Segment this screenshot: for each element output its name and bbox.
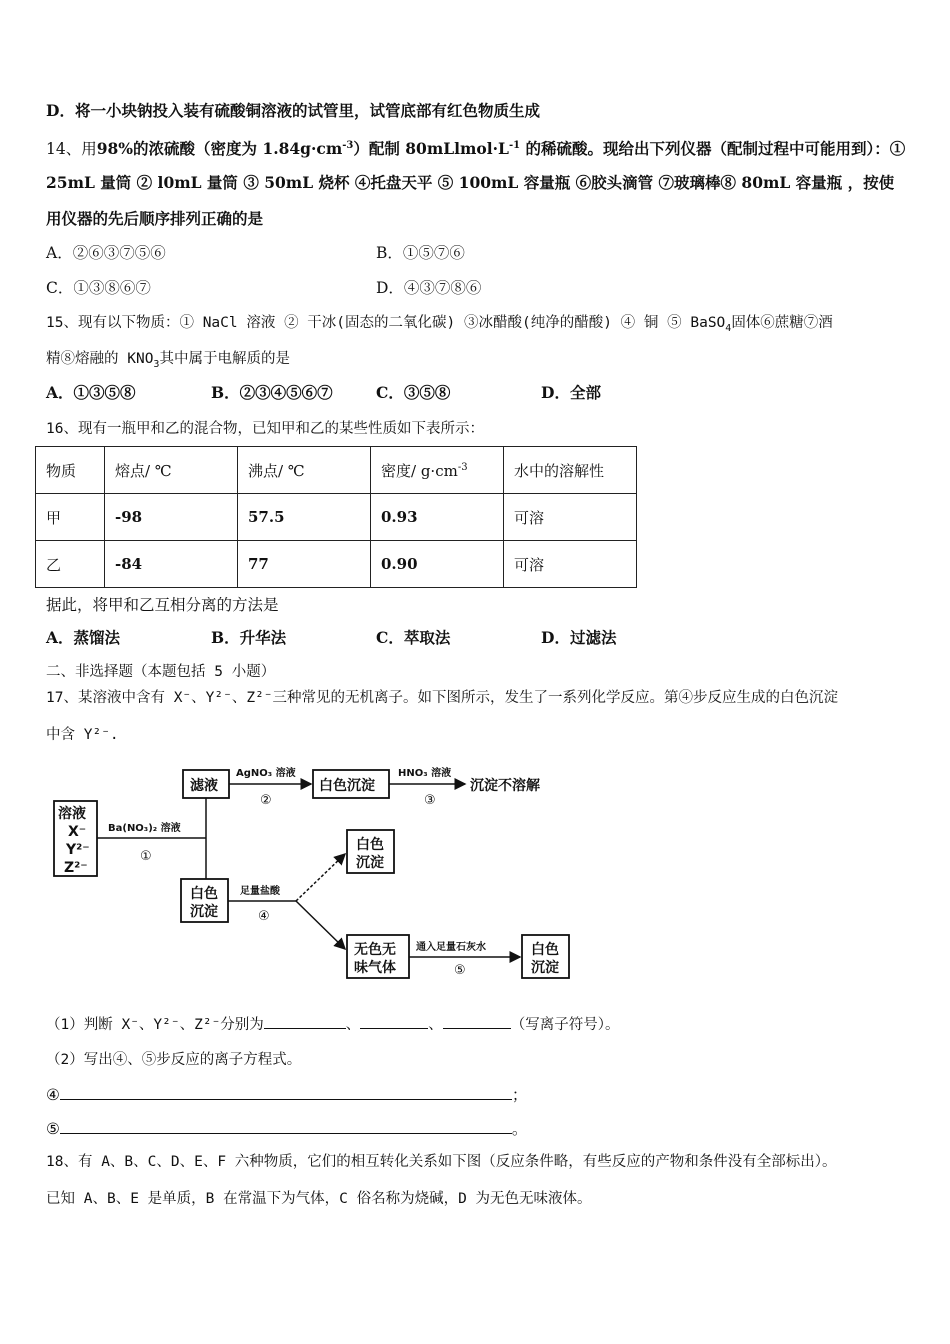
white-ppt-2-line2: 沉淀 <box>190 904 218 920</box>
q14-option-d: D．④③⑦⑧⑥ <box>376 279 482 297</box>
answer-blank-z[interactable] <box>443 1014 511 1029</box>
q15-text-a: 15、现有以下物质：① NaCl 溶液 ② 干冰(固态的二氧化碳) ③冰醋酸(纯净的醋酸) ④ 铜 ⑤ BaSO <box>46 315 726 331</box>
q14-number: 14、用 <box>46 140 97 159</box>
white-ppt-4-line1: 白色 <box>531 942 559 958</box>
eq5-label: ⑤ <box>46 1120 60 1138</box>
table-row <box>36 541 637 588</box>
q14-text-d: 的稀硫酸。现给出下列仪器（配制过程中可能用到）：① <box>520 139 906 159</box>
q17-sub1-sep2: 、 <box>428 1017 443 1033</box>
table-cell: -84 <box>105 541 238 588</box>
q15-sub2: 3 <box>153 358 160 370</box>
table-cell: 可溶 <box>504 494 637 541</box>
step-1-marker: ① <box>140 849 152 864</box>
q17-stem-line1: 17、某溶液中含有 X⁻、Y²⁻、Z²⁻三种常见的无机离子。如下图所示，发生了一系列化学反应。第④步反应生成的白色沉淀 <box>46 690 839 706</box>
white-ppt-3-line2: 沉淀 <box>356 855 384 871</box>
white-ppt-2-line1: 白色 <box>190 886 218 902</box>
q15-option-a: A．①③⑤⑧ <box>46 383 136 402</box>
answer-blank-y[interactable] <box>360 1014 428 1029</box>
insoluble-label: 沉淀不溶解 <box>470 778 540 794</box>
q15-option-b: B．②③④⑤⑥⑦ <box>211 383 333 402</box>
q16-option-a: A．蒸馏法 <box>46 628 121 647</box>
q15-stem-line1 <box>46 312 833 340</box>
table-header-row <box>36 447 637 494</box>
arrow-3-reagent: HNO₃ 溶液 <box>398 768 452 779</box>
q17-sub1-text: （1）判断 X⁻、Y²⁻、Z²⁻分别为 <box>46 1017 264 1033</box>
white-ppt-3-line1: 白色 <box>356 837 384 853</box>
q14-option-a: A．②⑥③⑦⑤⑥ <box>46 244 166 262</box>
table-cell: 0.93 <box>371 494 504 541</box>
step-3-marker: ③ <box>424 793 436 808</box>
q15-text-b: 固体⑥蔗糖⑦酒 <box>731 315 833 331</box>
eq5-end: 。 <box>511 1120 528 1138</box>
section-2-heading: 二、非选择题（本题包括 5 小题） <box>46 664 276 680</box>
q14-text-c: ）配制 80mLlmol·L <box>353 139 509 159</box>
q18-stem-line2: 已知 A、B、E 是单质，B 在常温下为气体，C 俗名称为烧碱，D 为无色无味液体。 <box>46 1191 592 1207</box>
q17-sub1-end: （写离子符号）。 <box>510 1017 620 1033</box>
q14-stem-line3: 用仪器的先后顺序排列正确的是 <box>46 209 264 228</box>
table-header-cell <box>371 447 504 494</box>
q14-sup2: -1 <box>508 140 521 151</box>
step-2-marker: ② <box>260 793 272 808</box>
q16-after-table: 据此，将甲和乙互相分离的方法是 <box>46 596 279 614</box>
q17-stem-line2: 中含 Y²⁻. <box>46 727 119 743</box>
arrow-2-reagent: AgNO₃ 溶液 <box>236 768 296 779</box>
step-4-marker: ④ <box>258 909 270 924</box>
q15-text-d: 其中属于电解质的是 <box>159 351 290 367</box>
answer-blank-eq4[interactable] <box>60 1085 512 1100</box>
solution-y-ion: Y²⁻ <box>66 842 90 858</box>
answer-blank-x[interactable] <box>264 1014 346 1029</box>
q15-option-c: C．③⑤⑧ <box>376 383 451 402</box>
table-header-cell: 水中的溶解性 <box>504 447 637 494</box>
answer-blank-eq5[interactable] <box>60 1119 512 1134</box>
q14-stem-line2: 25mL 量筒 ② l0mL 量筒 ③ 50mL 烧杯 ④托盘天平 ⑤ 100mL 容量瓶 ⑥胶头滴管 ⑦玻璃棒⑧ 80mL 容量瓶 ，按使 <box>46 173 895 192</box>
q17-eq5-line <box>46 1118 527 1140</box>
arrow-1-reagent: Ba(NO₃)₂ 溶液 <box>108 823 181 834</box>
arrow-4-reagent: 足量盐酸 <box>240 886 280 897</box>
q16-properties-table <box>35 446 637 588</box>
q14-option-b: B．①⑤⑦⑥ <box>376 244 465 262</box>
table-cell: 57.5 <box>238 494 371 541</box>
gas-line2: 味气体 <box>354 960 396 976</box>
table-header-cell: 物质 <box>36 447 105 494</box>
q14-sup1: -3 <box>342 140 354 151</box>
table-header-cell: 沸点/ ℃ <box>238 447 371 494</box>
q16-stem: 16、现有一瓶甲和乙的混合物，已知甲和乙的某些性质如下表所示： <box>46 421 484 437</box>
table-header-cell: 熔点/ ℃ <box>105 447 238 494</box>
q17-sub2: （2）写出④、⑤步反应的离子方程式。 <box>46 1052 302 1068</box>
density-header: 密度/ g·cm <box>381 461 458 480</box>
density-sup: -3 <box>457 461 468 473</box>
q18-stem-line1: 18、有 A、B、C、D、E、F 六种物质，它们的相互转化关系如下图（反应条件略，有些反应的产物和条件没有全部标出）。 <box>46 1154 837 1170</box>
table-cell: 甲 <box>36 494 105 541</box>
q16-option-c: C．萃取法 <box>376 628 451 647</box>
white-ppt-4-line2: 沉淀 <box>531 960 559 976</box>
solution-x-ion: X⁻ <box>68 824 87 840</box>
q17-sub1 <box>46 1014 620 1036</box>
q15-option-d: D．全部 <box>541 383 601 402</box>
q15-stem-line2 <box>46 348 290 376</box>
step-5-marker: ⑤ <box>454 963 466 978</box>
q14-text-a: 98%的浓硫酸（密度为 1.84g·cm <box>96 139 343 159</box>
q16-option-d: D．过滤法 <box>541 628 617 647</box>
table-cell: -98 <box>105 494 238 541</box>
arrow-5-reagent: 通入足量石灰水 <box>416 942 486 953</box>
filtrate-label: 滤液 <box>190 778 218 794</box>
q17-reaction-flow-diagram <box>50 762 590 987</box>
eq4-label: ④ <box>46 1086 60 1104</box>
table-cell: 乙 <box>36 541 105 588</box>
q17-sub1-sep1: 、 <box>345 1017 361 1033</box>
table-cell: 可溶 <box>504 541 637 588</box>
gas-line1: 无色无 <box>354 942 396 958</box>
table-cell: 0.90 <box>371 541 504 588</box>
eq4-end: ； <box>511 1086 528 1104</box>
q14-stem-line1 <box>46 135 905 160</box>
white-ppt-1-label: 白色沉淀 <box>319 778 375 794</box>
table-cell: 77 <box>238 541 371 588</box>
table-row <box>36 494 637 541</box>
solution-z-ion: Z²⁻ <box>64 860 88 876</box>
q17-eq4-line <box>46 1084 527 1106</box>
q15-sub1: 4 <box>725 322 732 334</box>
q13-option-d: D．将一小块钠投入装有硫酸铜溶液的试管里，试管底部有红色物质生成 <box>46 101 540 120</box>
q16-option-b: B．升华法 <box>211 628 287 647</box>
solution-label: 溶液 <box>58 806 86 822</box>
q15-text-c: 精⑧熔融的 KNO <box>46 351 154 367</box>
q14-option-c: C．①③⑧⑥⑦ <box>46 279 151 297</box>
